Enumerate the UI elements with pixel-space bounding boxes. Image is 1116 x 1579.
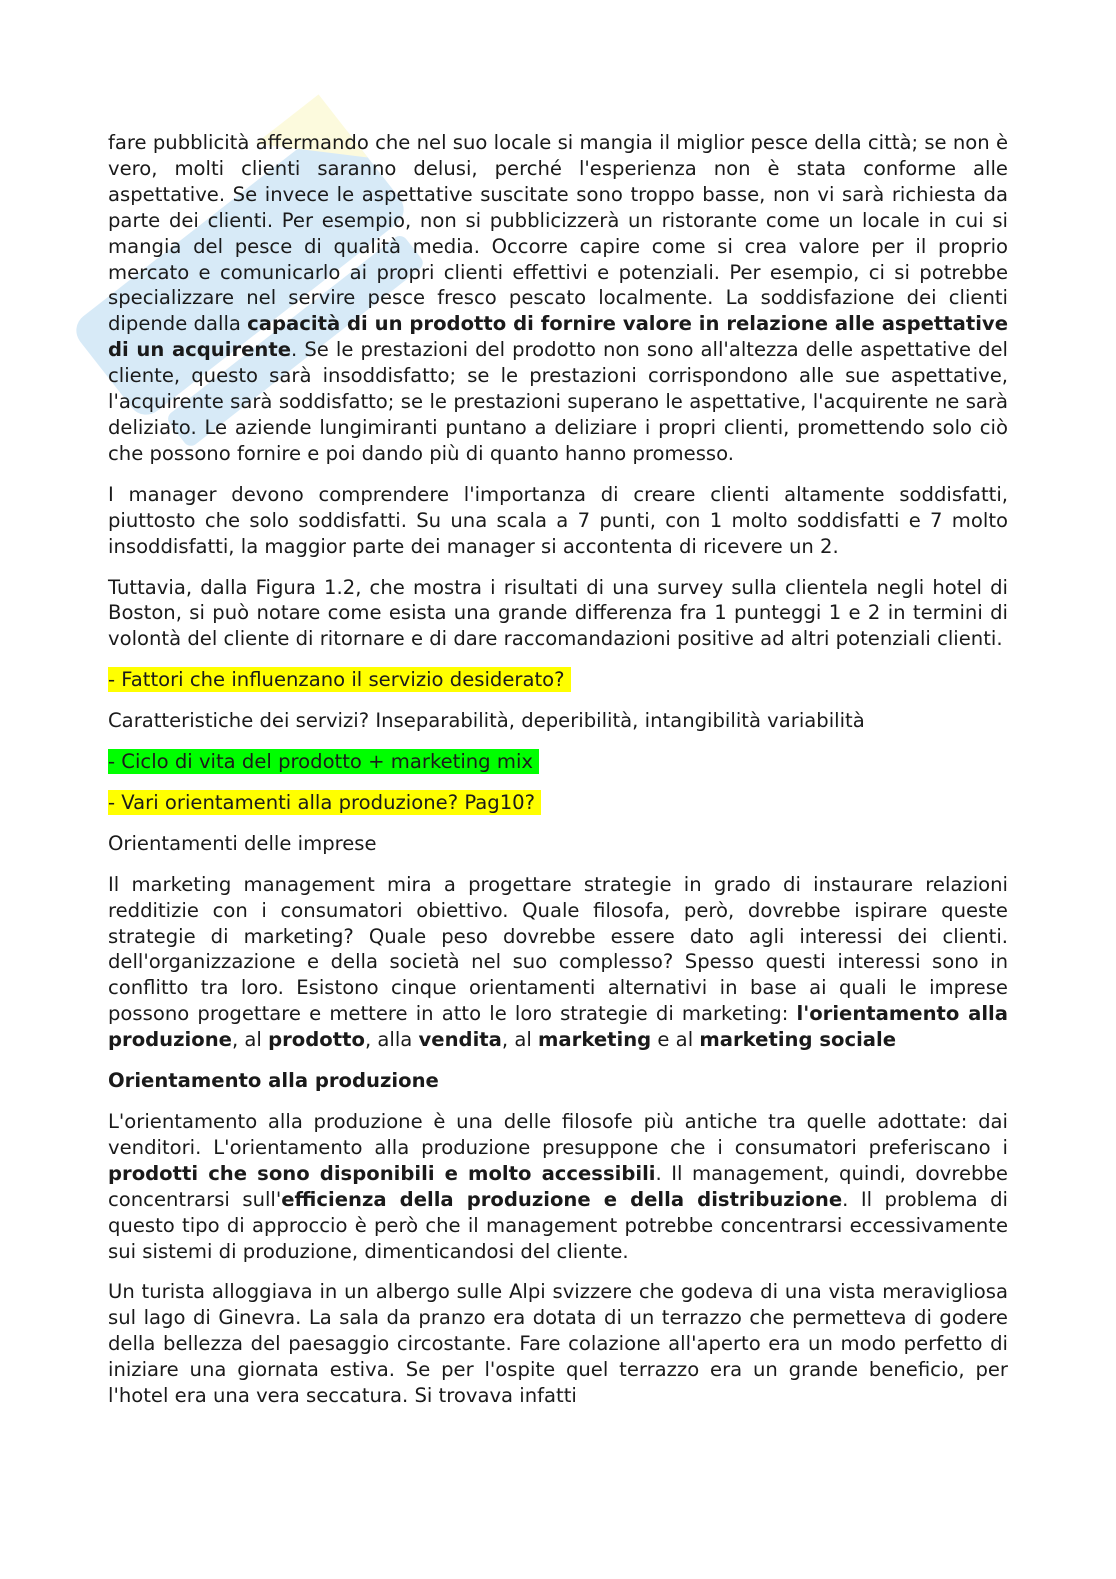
paragraph-caratteristiche: Caratteristiche dei servizi? Inseparabilità, deperibilità, intangibilità variabilità	[108, 709, 865, 733]
text-run: fare pubblicità affermando che nel suo locale si mangia il miglior pesce della città; se non è vero, molti clienti saranno delusi, perché l'esperienza non è stata conforme alle aspettative. Se invece le aspettative suscitate sono troppo basse, non vi sarà richiesta da parte dei clienti. Per esempio, non si pubblicizzerà un ristorante come un locale in cui si mangia del pesce di qualità media. Occorre capire come si crea valore per il proprio mercato e comunicarlo ai propri clienti effettivi e potenziali. Per esempio, ci si potrebbe specializzare nel servire pesce fresco pescato localmente. La soddisfazione dei clienti dipende dalla	[108, 131, 1008, 336]
text-run: . Il management, quindi, dovrebbe concentrarsi sull'	[108, 1161, 1008, 1211]
question-ciclo-vita	[108, 749, 1008, 775]
highlighted-text: - Ciclo di vita del prodotto + marketing mix	[108, 749, 539, 774]
paragraph-aspettative	[108, 130, 1008, 467]
section-heading: Orientamento alla produzione	[108, 1069, 439, 1093]
question-orientamenti	[108, 790, 1008, 816]
paragraph-orientamenti-imprese: Orientamenti delle imprese	[108, 831, 377, 855]
highlighted-text: - Vari orientamenti alla produzione? Pag10?	[108, 790, 541, 815]
paragraph-figura: Tuttavia, dalla Figura 1.2, che mostra i risultati di una survey sulla clientela negli hotel di Boston, si può notare come esista una grande differenza fra 1 punteggi 1 e 2 in termini di volontà del cliente di ritornare e di dare raccomandazioni positive ad altri potenziali clienti.	[108, 575, 1008, 651]
bold-text: efficienza della produzione e della distribuzione	[281, 1187, 843, 1211]
paragraph-marketing-management	[108, 872, 1008, 1053]
text-run: , al	[501, 1028, 539, 1052]
text-run: , alla	[364, 1028, 419, 1052]
bold-text: prodotti che sono disponibili e molto accessibili	[108, 1161, 656, 1185]
text-run: Il marketing management mira a progettare strategie in grado di instaurare relazioni redditizie con i consumatori obiettivo. Quale filosofa, però, dovrebbe ispirare queste strategie di marketing? Quale peso dovrebbe essere dato agli interessi dei clienti. dell'organizzazione e della società nel suo complesso? Spesso questi interessi sono in conflitto tra loro. Esistono cinque orientamenti alternativi in base ai quali le imprese possono progettare e mettere in atto le loro strategie di marketing:	[108, 872, 1008, 1026]
text-run: e al	[651, 1028, 700, 1052]
bold-text: capacità di un prodotto di fornire valore in relazione alle aspettative di un acquirente	[108, 312, 1008, 362]
bold-text: marketing	[538, 1028, 652, 1052]
bold-text: vendita	[418, 1028, 502, 1052]
highlighted-text: - Fattori che influenzano il servizio desiderato?	[108, 667, 571, 692]
text-run: L'orientamento alla produzione è una delle filosofe più antiche tra quelle adottate: dai venditori. L'orientamento alla produzione presuppone che i consumatori preferiscano i	[108, 1110, 1008, 1159]
bold-text: l'orientamento alla produzione	[108, 1002, 1008, 1052]
document-page	[108, 130, 1008, 1424]
paragraph-turista: Un turista alloggiava in un albergo sulle Alpi svizzere che godeva di una vista meravigliosa sul lago di Ginevra. La sala da pranzo era dotata di un terrazzo che permetteva di godere della bellezza del paesaggio circostante. Fare colazione all'aperto era un modo perfetto di iniziare una giornata estiva. Se per l'ospite quel terrazzo era un grande beneficio, per l'hotel era una vera seccatura. Si trovava infatti	[108, 1280, 1008, 1408]
bold-text: prodotto	[268, 1028, 365, 1052]
question-servizio-desiderato	[108, 667, 1008, 693]
bold-text: marketing sociale	[699, 1028, 897, 1052]
text-run: , al	[231, 1028, 269, 1052]
paragraph-orientamento-produzione	[108, 1109, 1008, 1264]
text-run: . Il problema di questo tipo di approccio è però che il management potrebbe concentrarsi eccessivamente sui sistemi di produzione, dimenticandosi del cliente.	[108, 1187, 1008, 1263]
paragraph-manager: I manager devono comprendere l'importanza di creare clienti altamente soddisfatti, piuttosto che solo soddisfatti. Su una scala a 7 punti, con 1 molto soddisfatti e 7 molto insoddisfatti, la maggior parte dei manager si accontenta di ricevere un 2.	[108, 482, 1008, 558]
text-run: . Se le prestazioni del prodotto non sono all'altezza delle aspettative del cliente, questo sarà insoddisfatto; se le prestazioni corrispondono alle sue aspettative, l'acquirente sarà soddisfatto; se le prestazioni superano le aspettative, l'acquirente ne sarà deliziato. Le aziende lungimiranti puntano a deliziare i propri clienti, promettendo solo ciò che possono fornire e poi dando più di quanto hanno promesso.	[108, 338, 1008, 465]
